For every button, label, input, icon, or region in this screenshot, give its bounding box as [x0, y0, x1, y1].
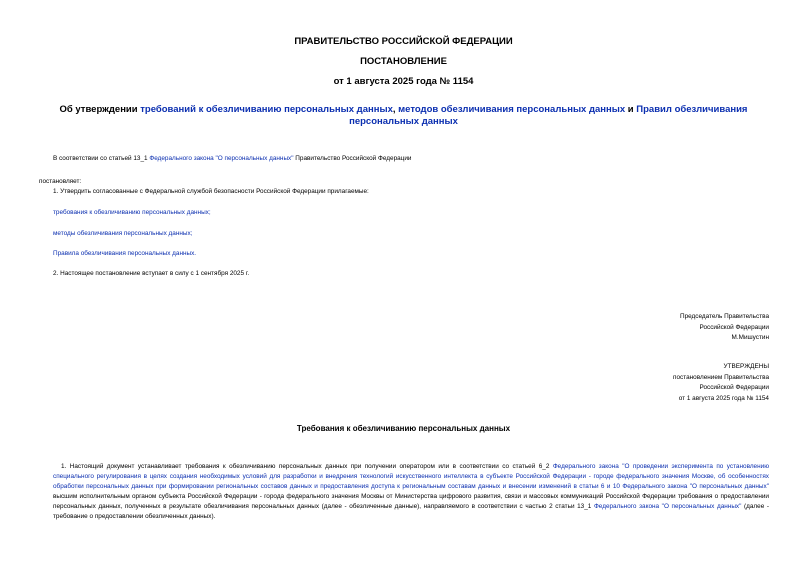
requirements-paragraph-1 [53, 462, 769, 522]
signature-block [569, 312, 769, 344]
title-link-methods[interactable]: методов обезличивания персональных данных [398, 104, 626, 115]
approved-link-methods[interactable] [53, 230, 192, 238]
title-prefix: Об утверждении [59, 104, 141, 115]
signature-country: Российской Федерации [699, 323, 769, 331]
signature-name: М.Мишустин [731, 334, 769, 342]
document-type: ПОСТАНОВЛЕНИЕ [360, 56, 447, 67]
title-link-requirements[interactable]: требований к обезличиванию персональных данных [140, 104, 393, 115]
decrees-word: постановляет: [39, 178, 82, 185]
approved-link-rules[interactable] [53, 250, 196, 258]
preamble [53, 155, 411, 163]
paragraph-text: высшим исполнительным органом субъекта Российской Федерации - города федерального значения Москвы от Министерства цифрового развития, связи и массовых коммуникаций Российской Федерации требования о предоставлении персональных данных, полученных в результате обезличивания персональных данных (далее - обезличенные данные), направляемого в соответствии с частью 2 статьи 13_1 [53, 493, 769, 510]
approved-link-methods-text[interactable]: методы обезличивания персональных данных; [53, 230, 193, 237]
paragraph-text: 1. Настоящий документ устанавливает требования к обезличиванию персональных данных при получении оператором или в соответствии со статьей 6_2 [61, 463, 553, 470]
title-separator: и [625, 104, 637, 115]
government-heading: ПРАВИТЕЛЬСТВО РОССИЙСКОЙ ФЕДЕРАЦИИ [294, 36, 513, 47]
approved-link-rules-text[interactable]: Правила обезличивания персональных данных. [53, 250, 197, 257]
preamble-prefix: В соответствии со статьей 13_1 [53, 155, 150, 162]
approved-by: постановлением Правительства [673, 373, 769, 381]
section-title: Требования к обезличиванию персональных данных [296, 424, 511, 433]
approved-link-requirements-text[interactable]: требования к обезличиванию персональных данных; [53, 209, 211, 216]
document-date-number: от 1 августа 2025 года № 1154 [333, 76, 474, 87]
paragraph-law-link-experiment[interactable]: Федерального закона "О проведении эксперимента по установлению специального регулирования в целях создания необходимых условий для разработки и внедрения технологий искусственного интеллекта в субъекте Российской Федерации - городе федерального значения Москве, об особенностях обработки персональных данных при формировании региональных составов данных и предоставления доступа к региональным составам данных и внесении изменений в статьи 6 и 10 Федерального закона "О персональных данных" [53, 463, 769, 490]
approved-block [569, 362, 769, 404]
paragraph-text: (далее - требование о предоставлении обезличенных данных). [53, 503, 769, 520]
preamble-suffix: Правительство Российской Федерации [293, 155, 412, 162]
approved-date: от 1 августа 2025 года № 1154 [678, 394, 769, 402]
approved-link-requirements[interactable] [53, 209, 211, 217]
approved-country: Российской Федерации [699, 384, 769, 392]
document-title [48, 104, 759, 128]
preamble-law-link[interactable]: Федерального закона "О персональных данных" [149, 155, 294, 162]
signature-position: Председатель Правительства [680, 313, 769, 320]
paragraph-law-link-personal-data[interactable]: Федерального закона "О персональных данных" [593, 503, 742, 510]
approved-word: УТВЕРЖДЕНЫ [723, 363, 769, 370]
title-link-rules[interactable]: Правил обезличивания персональных данных [349, 104, 748, 127]
title-separator: , [392, 104, 399, 115]
item-1: 1. Утвердить согласованные с Федеральной службой безопасности Российской Федерации прилагаемые: [53, 188, 369, 195]
item-2: 2. Настоящее постановление вступает в силу с 1 сентября 2025 г. [53, 270, 250, 277]
